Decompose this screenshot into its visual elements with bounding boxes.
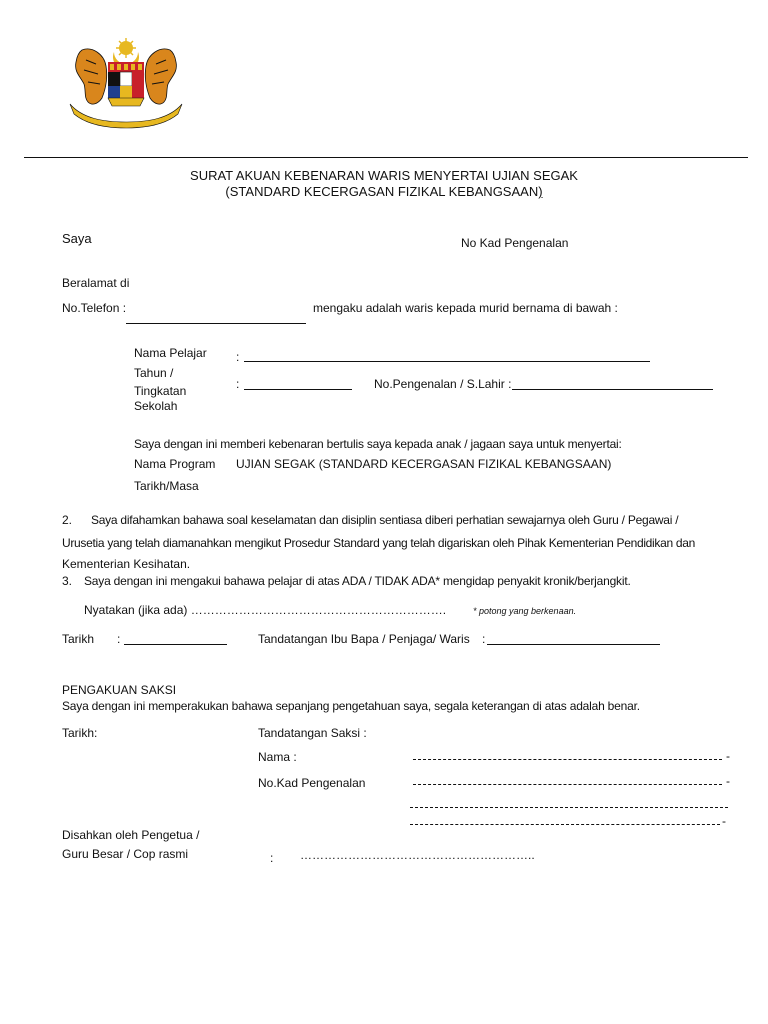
- colon: :: [270, 851, 274, 865]
- clause-2-number: 2.: [62, 513, 73, 527]
- coat-of-arms-icon: [62, 38, 190, 130]
- tarikh-label: Tarikh: [62, 632, 95, 646]
- permission-sentence: Saya dengan ini memberi kebenaran bertulis saya kepada anak / jagaan saya untuk menyertai:: [134, 437, 622, 451]
- colon: :: [236, 350, 240, 364]
- clause-3-line1: Saya dengan ini mengakui bahawa pelajar di atas ADA / TIDAK ADA* mengidap penyakit kronik/berjangkit.: [84, 574, 631, 588]
- sekolah-label: Sekolah: [134, 399, 178, 413]
- form-subtitle: (STANDARD KECERGASAN FIZIKAL KEBANGSAAN): [225, 184, 543, 199]
- potong-note: * potong yang berkenaan.: [473, 606, 577, 616]
- tingkatan-label: Tingkatan: [134, 384, 187, 398]
- colon: :: [117, 632, 121, 646]
- dash-end: -: [726, 774, 730, 788]
- program-value: UJIAN SEGAK (STANDARD KECERGASAN FIZIKAL KEBANGSAAN): [236, 457, 612, 471]
- disahkan-label: Disahkan oleh Pengetua /: [62, 828, 200, 842]
- no-kad-label: No Kad Pengenalan: [461, 236, 569, 250]
- form-title: SURAT AKUAN KEBENARAN WARIS MENYERTAI UJIAN SEGAK: [190, 168, 578, 183]
- colon: :: [236, 377, 240, 391]
- extra-line[interactable]: [410, 807, 728, 808]
- tahun-field[interactable]: [244, 389, 352, 390]
- dash-end: -: [722, 814, 726, 828]
- tarikh-field[interactable]: [124, 644, 227, 645]
- telefon-field[interactable]: [126, 323, 306, 324]
- dash-end: -: [726, 749, 730, 763]
- tandatangan-waris-label: Tandatangan Ibu Bapa / Penjaga/ Waris: [258, 632, 470, 646]
- witness-sentence: Saya dengan ini memperakukan bahawa sepanjang pengetahuan saya, segala keterangan di atas adalah benar.: [62, 699, 640, 713]
- nama-saksi-label: Nama :: [258, 750, 297, 764]
- kad-saksi-field[interactable]: [413, 784, 722, 785]
- colon: :: [482, 632, 486, 646]
- mengaku-text: mengaku adalah waris kepada murid bernama di bawah :: [313, 301, 618, 315]
- cop-rasmi-field[interactable]: …………………………………………………..: [300, 848, 535, 862]
- clause-2-line1: Saya difahamkan bahawa soal keselamatan dan disiplin sentiasa diberi perhatian sewajarnya oleh Guru / Pegawai /: [91, 513, 679, 527]
- tahun-label: Tahun /: [134, 366, 174, 380]
- clause-2-line2: Urusetia yang telah diamanahkan mengikut Prosedur Standard yang telah digariskan oleh Pihak Kementerian Pendidikan dan: [62, 536, 696, 550]
- nama-pelajar-field[interactable]: [244, 361, 650, 362]
- tarikh-masa-label: Tarikh/Masa: [134, 479, 199, 493]
- saya-label: Saya: [62, 231, 92, 246]
- nama-saksi-field[interactable]: [413, 759, 722, 760]
- program-label: Nama Program: [134, 457, 216, 471]
- beralamat-label: Beralamat di: [62, 276, 130, 290]
- guru-besar-label: Guru Besar / Cop rasmi: [62, 847, 189, 861]
- tandatangan-waris-field[interactable]: [487, 644, 660, 645]
- pengakuan-saksi-heading: PENGAKUAN SAKSI: [62, 683, 177, 697]
- extra-line[interactable]: [410, 824, 720, 825]
- witness-tarikh-label: Tarikh:: [62, 726, 98, 740]
- clause-2-line3: Kementerian Kesihatan.: [62, 557, 191, 571]
- tandatangan-saksi-label: Tandatangan Saksi :: [258, 726, 367, 740]
- pengenalan-label: No.Pengenalan / S.Lahir :: [374, 377, 512, 391]
- pengenalan-field[interactable]: [512, 389, 713, 390]
- header-rule: [24, 157, 748, 158]
- nyatakan-field[interactable]: Nyatakan (jika ada) ……………………………………………………….: [84, 603, 447, 617]
- kad-saksi-label: No.Kad Pengenalan: [258, 776, 366, 790]
- telefon-label: No.Telefon :: [62, 301, 127, 315]
- clause-3-number: 3.: [62, 574, 73, 588]
- nama-pelajar-label: Nama Pelajar: [134, 346, 207, 360]
